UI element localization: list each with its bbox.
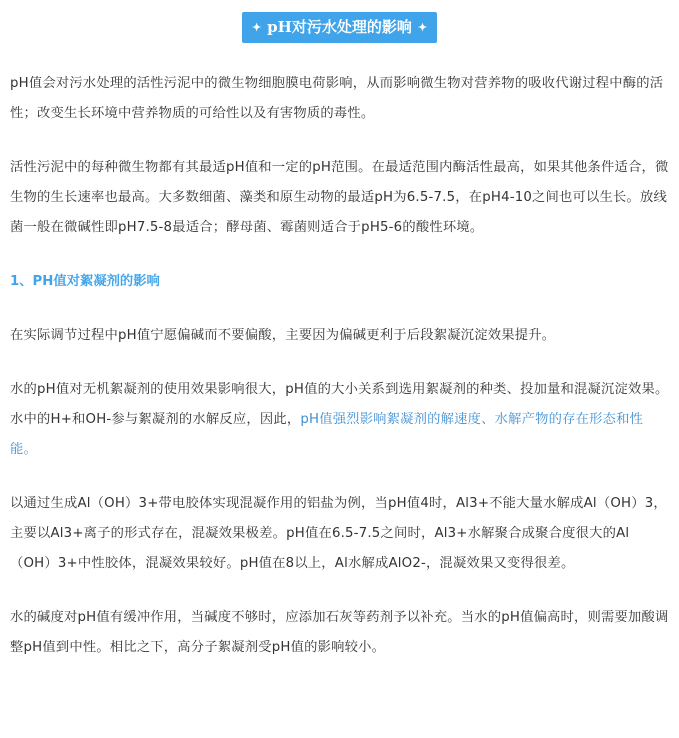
- paragraph-flocculant-text: 水的pH值对无机絮凝剂的使用效果影响很大，pH值的大小关系到选用絮凝剂的种类、投加量和混凝沉淀效果。水中的H+和OH-参与絮凝剂的水解反应，因此，: [10, 382, 669, 427]
- paragraph-optimal-ph: 活性污泥中的每种微生物都有其最适pH值和一定的pH范围。在最适范围内酶活性最高，如果其他条件适合，微生物的生长速率也最高。大多数细菌、藻类和原生动物的最适pH为6.5-7.5，在pH4-10之间也可以生长。放线菌一般在微碱性即pH7.5-8最适合；酵母菌、霉菌则适合于pH5-6的酸性环境。: [10, 160, 669, 235]
- article-title-text: pH对污水处理的影响: [267, 18, 412, 36]
- section-heading: 1、PH值对絮凝剂的影响: [10, 274, 160, 289]
- star-right-icon: ✦: [417, 21, 428, 34]
- paragraph-aluminum-example: 以通过生成Al（OH）3+带电胶体实现混凝作用的铝盐为例，当pH值4时，Al3+不能大量水解成Al（OH）3，主要以Al3+离子的形式存在，混凝效果极差。pH值在6.5-7.5之间时，Al3+水解聚合成聚合度很大的Al（OH）3+中性胶体，混凝效果较好。pH值在8以上，Al水解成AlO2-，混凝效果又变得很差。: [10, 496, 667, 571]
- title-bar: [10, 0, 669, 43]
- paragraph-alkalinity: 水的碱度对pH值有缓冲作用，当碱度不够时，应添加石灰等药剂予以补充。当水的pH值偏高时，则需要加酸调整pH值到中性。相比之下，高分子絮凝剂受pH值的影响较小。: [10, 610, 669, 655]
- highlighted-text: pH值强烈影响絮凝剂的解速度、水解产物的存在形态和性能。: [10, 412, 644, 457]
- paragraph-intro: pH值会对污水处理的活性污泥中的微生物细胞膜电荷影响，从而影响微生物对营养物的吸收代谢过程中酶的活性；改变生长环境中营养物质的可给性以及有害物质的毒性。: [10, 76, 664, 121]
- paragraph-adjustment: 在实际调节过程中pH值宁愿偏碱而不要偏酸，主要因为偏碱更利于后段絮凝沉淀效果提升。: [10, 328, 556, 343]
- paragraph-flocculant-effect: [10, 375, 669, 465]
- star-left-icon: ✦: [251, 21, 262, 34]
- article-title: [242, 12, 437, 43]
